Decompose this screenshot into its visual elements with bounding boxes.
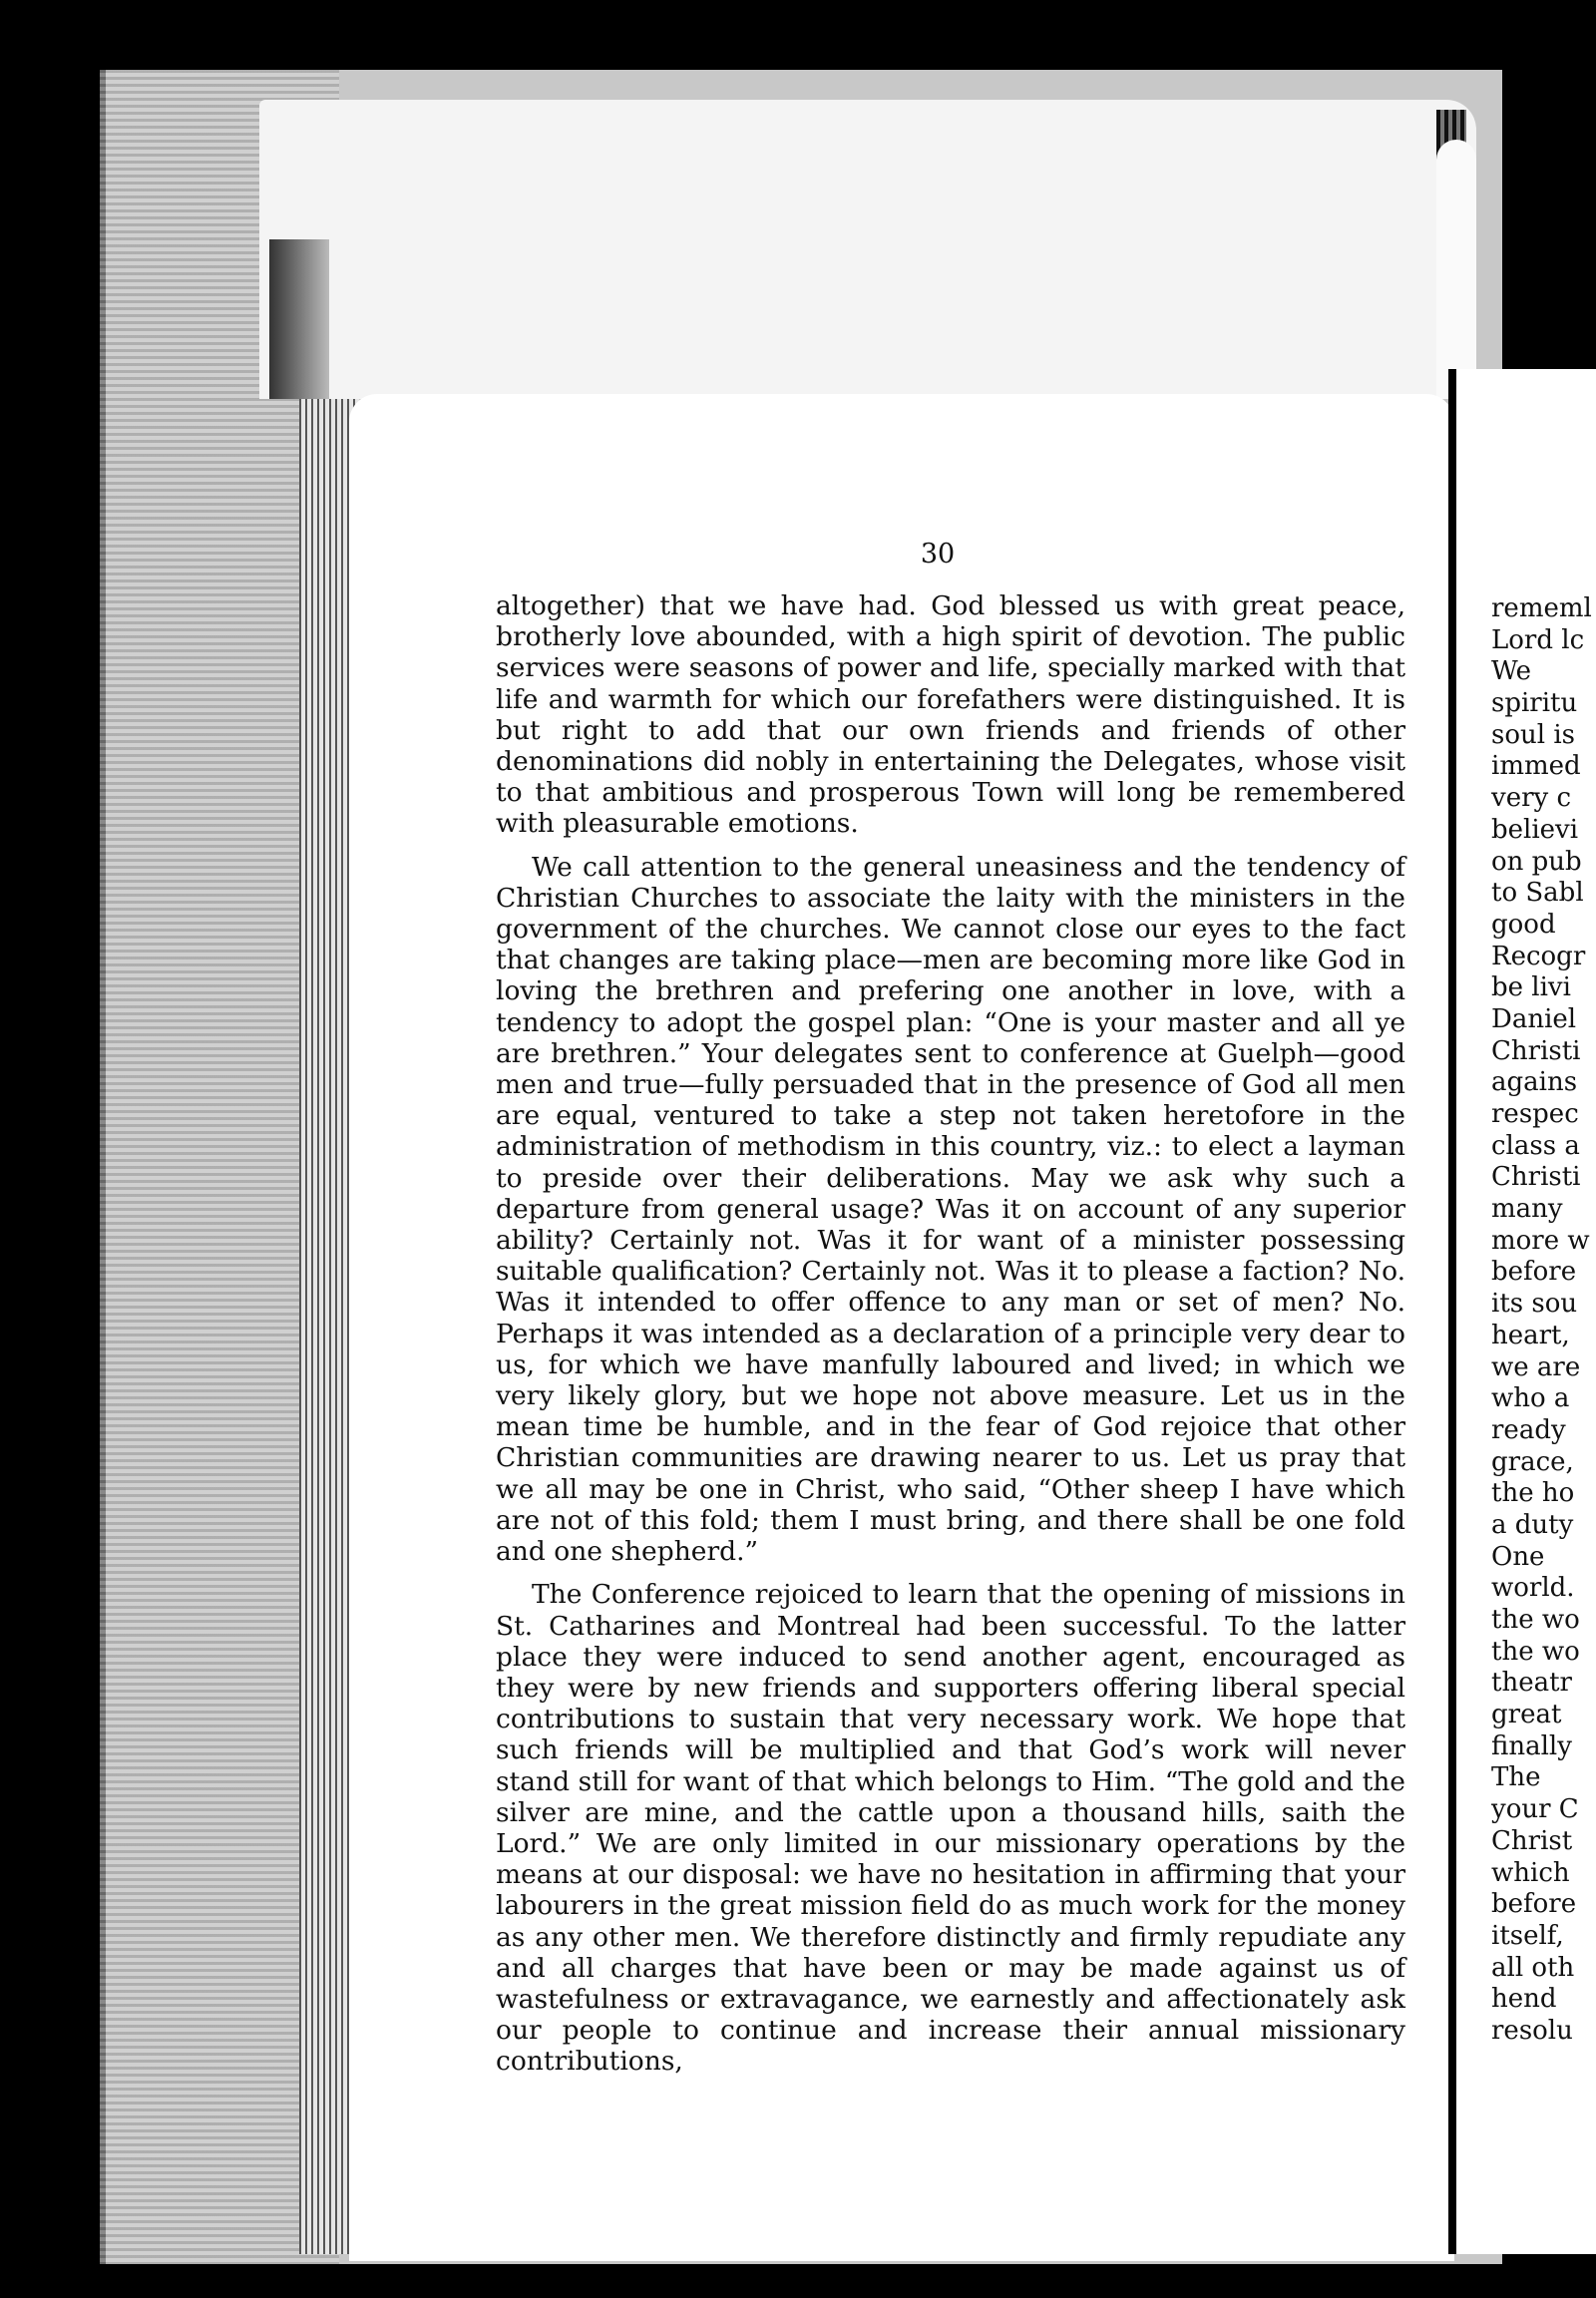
facing-page-line: agains — [1491, 1067, 1578, 1098]
facing-page-line: on pub — [1491, 846, 1582, 877]
facing-page-line: all oth — [1491, 1952, 1575, 1983]
facing-page-line: spiritu — [1491, 688, 1578, 719]
facing-page-line: Recogr — [1491, 941, 1586, 971]
facing-page-line: which — [1491, 1857, 1570, 1888]
facing-page-line: world. — [1491, 1573, 1575, 1604]
facing-page-line: great — [1491, 1700, 1562, 1730]
facing-page-line: very c — [1491, 783, 1572, 814]
facing-page-line: We — [1491, 656, 1531, 687]
facing-page-line: before — [1491, 1889, 1577, 1920]
underlying-page-stack — [259, 100, 1476, 399]
facing-page-line: its sou — [1491, 1289, 1578, 1320]
facing-page-line: Christi — [1491, 1035, 1581, 1066]
facing-page-line: who a — [1491, 1383, 1570, 1414]
paragraph: altogether) that we have had. God blessed us with great peace, brotherly love abounded, with a high spirit of devotion. The public services were seasons of power and life, specially marked with that life and warmth for which our forefathers were distinguished. It is but right to add that our own friends and friends of other denominations did nobly in entertaining the Delegates, whose visit to that ambitious and prosperous Town will long be remembered with pleasurable emotions. — [496, 590, 1405, 840]
paragraph: We call attention to the general uneasiness and the tendency of Christian Churches to associate the laity with the ministers in the government of the churches. We cannot close our eyes to the fact that changes are taking place—men are becoming more like God in loving the brethren and prefering one another in love, with a tendency to adopt the gospel plan: “One is your master and all ye are brethren.” Your delegates sent to conference at Guelph—good men and true—fully persuaded that in the presence of God all men are equal, ventured to take a step not taken heretofore in the administration of methodism in this country, viz.: to elect a layman to preside over their deliberations. May we ask why such a departure from general usage? Was it on account of any superior ability? Certainly not. Was it for want of a minister possessing suitable qualification? Certainly not. Was it to please a faction? No. Was it intended to offer offence to any man or set of men? No. Perhaps it was intended as a declaration of a principle very dear to us, for which we have manfully laboured and lived; in which we very likely glory, but we hope not above measure. Let us in the mean time be humble, and in the fear of God rejoice that other Christian communities are drawing nearer to us. Let us pray that we all may be one in Christ, who said, “Other sheep I have which are not of this fold; them I must bring, and there shall be one fold and one shepherd.” — [496, 851, 1405, 1568]
facing-page-line: rememl — [1491, 593, 1592, 623]
facing-page-line: immed — [1491, 751, 1581, 782]
facing-page-line: be livi — [1491, 972, 1571, 1003]
facing-page-line: resolu — [1491, 2015, 1573, 2046]
facing-page-line: The — [1491, 1762, 1541, 1793]
facing-page-line: heart, — [1491, 1320, 1570, 1350]
facing-page-line: believi — [1491, 814, 1579, 845]
facing-page-line: Christ — [1491, 1825, 1573, 1856]
facing-page-line: soul is — [1491, 719, 1575, 750]
facing-page-line: good — [1491, 909, 1556, 940]
facing-page-line: grace, — [1491, 1446, 1574, 1477]
facing-page-line: the wo — [1491, 1636, 1580, 1667]
facing-page-line: One — [1491, 1541, 1545, 1572]
facing-page-line: ready — [1491, 1414, 1566, 1445]
facing-page-line: a duty — [1491, 1509, 1574, 1540]
paragraph: The Conference rejoiced to learn that the opening of missions in St. Catharines and Montreal had been successful. To the latter place they were induced to send another agent, encouraged as they were by new friends and supporters offering liberal special contributions to sustain that very necessary work. We hope that such friends will be multiplied and that God’s work will never stand still for want of that which belongs to Him. “The gold and the silver are mine, and the cattle upon a thousand hills, saith the Lord.” We are only limited in our missionary operations by the means at our disposal: we have no hesitation in affirming that your labourers in the great mission field do as much work for the money as any other men. We therefore distinctly and firmly repudiate any and all charges that have been or may be made against us of wastefulness or extravagance, we earnestly and affectionately ask our people to continue and increase their annual missionary contributions, — [496, 1579, 1405, 2078]
body-text — [496, 590, 1405, 2090]
facing-page-line: your C — [1491, 1794, 1579, 1825]
facing-page-line: before — [1491, 1257, 1577, 1288]
page-tab — [1436, 140, 1476, 399]
facing-page-line: Lord lc — [1491, 624, 1585, 655]
facing-page-text — [1491, 593, 1596, 2048]
facing-page-line: itself, — [1491, 1920, 1564, 1951]
facing-page-line: class a — [1491, 1130, 1580, 1161]
page-number: 30 — [920, 539, 956, 570]
page-stack-shadow — [269, 239, 329, 399]
facing-page-line: more w — [1491, 1225, 1590, 1256]
facing-page-line: the wo — [1491, 1605, 1580, 1635]
facing-page-line: the ho — [1491, 1478, 1575, 1509]
facing-page-line: hend — [1491, 1984, 1557, 2015]
facing-page-line: many — [1491, 1194, 1563, 1225]
facing-page-line: Christi — [1491, 1162, 1581, 1193]
facing-page-line: finally — [1491, 1730, 1572, 1761]
facing-page-line: we are — [1491, 1351, 1581, 1382]
facing-page-line: theatr — [1491, 1668, 1572, 1699]
facing-page-line: to Sabl — [1491, 878, 1584, 909]
facing-page-line: Daniel — [1491, 1003, 1577, 1034]
facing-page-line: respec — [1491, 1099, 1579, 1129]
